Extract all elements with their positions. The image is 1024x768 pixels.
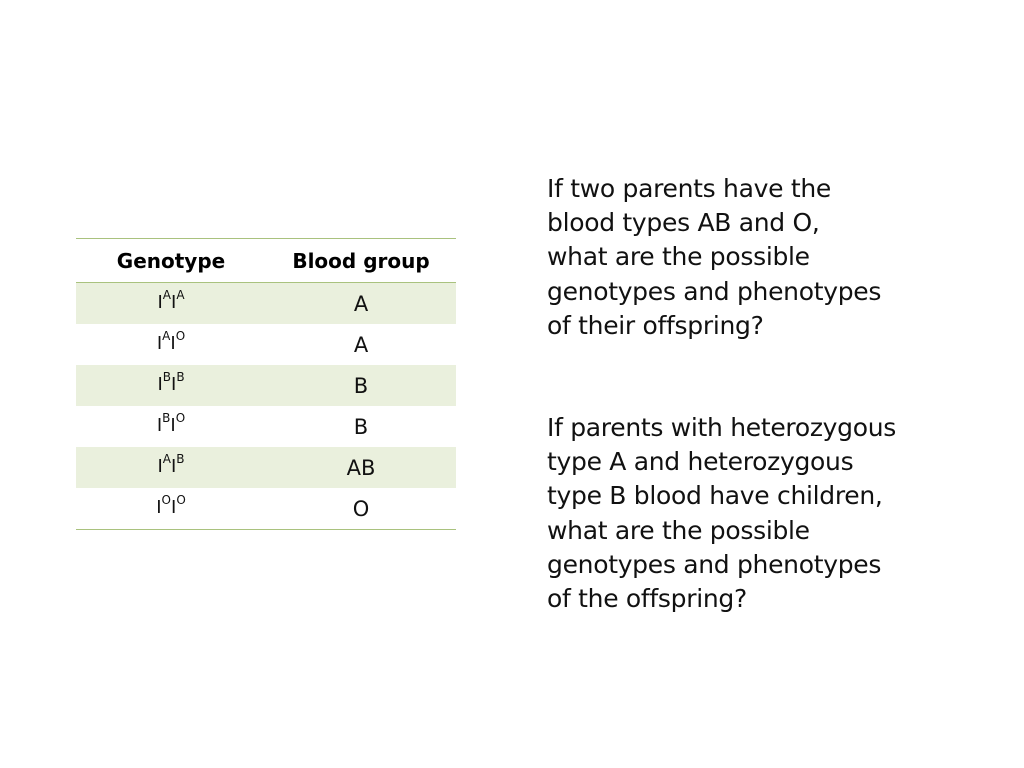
question-1: [547, 172, 967, 343]
gene-letter: I: [156, 414, 163, 436]
blood-group-cell: [266, 488, 456, 530]
blood-group-cell: [266, 365, 456, 406]
genotype-cell: [76, 406, 266, 447]
allele-superscript: B: [176, 451, 185, 466]
blood-group-value: AB: [346, 455, 376, 480]
question-line: what are the possible: [547, 242, 810, 272]
allele-superscript: B: [162, 369, 171, 384]
question-line: of their offspring?: [547, 310, 764, 340]
allele-superscript: A: [162, 451, 171, 466]
blood-group-value: A: [353, 332, 369, 357]
gene-letter: I: [156, 332, 163, 354]
blood-group-column-header: Blood group: [266, 239, 456, 283]
gene-letter: I: [156, 496, 162, 518]
allele-superscript: B: [162, 410, 171, 425]
table-row: [76, 488, 456, 530]
allele-superscript: B: [176, 369, 185, 384]
gene-letter: I: [157, 373, 163, 395]
blood-group-cell: [266, 447, 456, 488]
table-row: [76, 447, 456, 488]
table-row: [76, 406, 456, 447]
blood-group-value: A: [353, 291, 369, 316]
allele-superscript: A: [162, 287, 171, 302]
question-2: [547, 411, 967, 616]
table-row: [76, 283, 456, 325]
gene-letter: I: [157, 455, 163, 477]
allele-superscript: A: [176, 287, 185, 302]
blood-group-value: B: [353, 414, 369, 439]
question-line: genotypes and phenotypes: [547, 549, 882, 579]
gene-letter: I: [171, 373, 177, 395]
question-line: type B blood have children,: [547, 481, 883, 511]
genotype-blood-group-table: [76, 238, 456, 530]
genotype-cell: [76, 447, 266, 488]
gene-letter: I: [157, 291, 163, 313]
blood-group-value: O: [352, 496, 370, 521]
genotype-column-header: Genotype: [76, 239, 266, 283]
allele-superscript: O: [175, 328, 186, 343]
question-line: what are the possible: [547, 515, 810, 545]
table-header-row: [76, 239, 456, 283]
question-line: If parents with heterozygous: [547, 413, 897, 442]
blood-group-cell: [266, 406, 456, 447]
blood-group-cell: [266, 283, 456, 325]
allele-superscript: O: [175, 410, 186, 425]
table-row: [76, 324, 456, 365]
table-row: [76, 365, 456, 406]
gene-letter: I: [170, 414, 176, 436]
gene-letter: I: [170, 455, 177, 477]
question-line: blood types AB and O,: [547, 208, 820, 238]
allele-superscript: O: [161, 492, 171, 507]
blood-group-cell: [266, 324, 456, 365]
blood-group-value: B: [353, 373, 369, 398]
genotype-cell: [76, 324, 266, 365]
gene-letter: I: [170, 332, 176, 354]
genotype-cell: [76, 488, 266, 530]
question-line: If two parents have the: [547, 174, 831, 203]
genotype-cell: [76, 365, 266, 406]
question-line: genotypes and phenotypes: [547, 276, 882, 306]
allele-superscript: O: [176, 492, 186, 507]
gene-letter: I: [171, 291, 177, 313]
gene-letter: I: [171, 496, 177, 518]
question-line: type A and heterozygous: [547, 447, 854, 477]
allele-superscript: A: [162, 328, 171, 343]
genotype-cell: [76, 283, 266, 325]
question-line: of the offspring?: [547, 584, 747, 614]
